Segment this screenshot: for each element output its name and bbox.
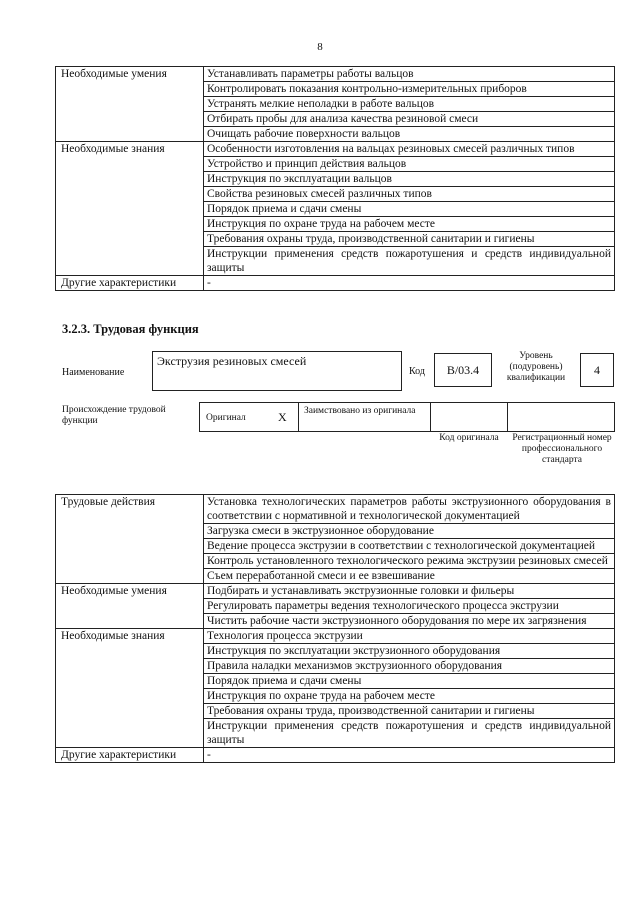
row-group-label: Другие характеристики xyxy=(56,276,204,291)
row-item-text: Порядок приема и сдачи смены xyxy=(204,674,615,689)
code-label: Код xyxy=(409,366,425,377)
row-item-text: Инструкция по эксплуатации вальцов xyxy=(204,172,615,187)
row-item-text: Съем переработанной смеси и ее взвешивание xyxy=(204,569,615,584)
row-group-label: Необходимые знания xyxy=(56,629,204,748)
row-item-text: Порядок приема и сдачи смены xyxy=(204,202,615,217)
row-item-text: Очищать рабочие поверхности вальцов xyxy=(204,127,615,142)
reg-number-box xyxy=(507,402,615,432)
row-item-text: Ведение процесса экструзии в соответствии с технологической документацией xyxy=(204,539,615,554)
row-item-text: - xyxy=(204,748,615,763)
row-item-text: Загрузка смеси в экструзионное оборудование xyxy=(204,524,615,539)
name-box xyxy=(152,351,402,391)
requirements-table-top xyxy=(55,66,615,291)
level-box xyxy=(580,353,614,387)
table-row xyxy=(56,495,615,524)
row-group-label: Необходимые умения xyxy=(56,67,204,142)
row-item-text: Инструкция по охране труда на рабочем месте xyxy=(204,217,615,232)
row-item-text: Инструкция по эксплуатации экструзионного оборудования xyxy=(204,644,615,659)
level-label: Уровень (подуровень) квалификации xyxy=(506,351,566,383)
code-value: B/03.4 xyxy=(446,363,480,377)
borrowed-label: Заимствовано из оригинала xyxy=(304,406,416,416)
row-item-text: - xyxy=(204,276,615,291)
original-label: Оригинал xyxy=(206,413,246,423)
row-item-text: Правила наладки механизмов экструзионного оборудования xyxy=(204,659,615,674)
code-box xyxy=(434,353,492,387)
code-original-box xyxy=(430,402,508,432)
row-item-text: Чистить рабочие части экструзионного оборудования по мере их загрязнения xyxy=(204,614,615,629)
name-label: Наименование xyxy=(62,367,125,378)
origin-label: Происхождение трудовой функции xyxy=(62,405,166,426)
row-item-text: Устранять мелкие неполадки в работе вальцов xyxy=(204,97,615,112)
page-number: 8 xyxy=(317,41,323,53)
row-item-text: Требования охраны труда, производственной санитарии и гигиены xyxy=(204,232,615,247)
table-row xyxy=(56,748,615,763)
table-row xyxy=(56,67,615,82)
row-group-label: Трудовые действия xyxy=(56,495,204,584)
row-group-label: Необходимые умения xyxy=(56,584,204,629)
row-item-text: Требования охраны труда, производственной санитарии и гигиены xyxy=(204,704,615,719)
name-value: Экструзия резиновых смесей xyxy=(157,354,307,368)
table-row xyxy=(56,584,615,599)
row-item-text: Инструкции применения средств пожаротушения и средств индивидуальной защиты xyxy=(204,247,615,276)
row-item-text: Устройство и принцип действия вальцов xyxy=(204,157,615,172)
row-item-text: Контролировать показания контрольно-измерительных приборов xyxy=(204,82,615,97)
section-title: 3.2.3. Трудовая функция xyxy=(62,322,199,336)
row-item-text: Подбирать и устанавливать экструзионные головки и фильеры xyxy=(204,584,615,599)
table-row xyxy=(56,276,615,291)
row-item-text: Инструкции применения средств пожаротушения и средств индивидуальной защиты xyxy=(204,719,615,748)
row-item-text: Отбирать пробы для анализа качества резиновой смеси xyxy=(204,112,615,127)
row-item-text: Устанавливать параметры работы вальцов xyxy=(204,67,615,82)
row-item-text: Инструкция по охране труда на рабочем месте xyxy=(204,689,615,704)
row-item-text: Регулировать параметры ведения технологического процесса экструзии xyxy=(204,599,615,614)
table-row xyxy=(56,629,615,644)
row-item-text: Контроль установленного технологического режима экструзии резиновых смесей xyxy=(204,554,615,569)
row-item-text: Свойства резиновых смесей различных типов xyxy=(204,187,615,202)
row-item-text: Особенности изготовления на вальцах резиновых смесей различных типов xyxy=(204,142,615,157)
original-cell xyxy=(199,402,299,432)
row-item-text: Технология процесса экструзии xyxy=(204,629,615,644)
borrowed-cell xyxy=(298,402,431,432)
original-mark: X xyxy=(278,410,287,424)
code-original-caption: Код оригинала xyxy=(439,433,499,443)
requirements-table-bottom xyxy=(55,494,615,763)
row-group-label: Необходимые знания xyxy=(56,142,204,276)
row-group-label: Другие характеристики xyxy=(56,748,204,763)
level-value: 4 xyxy=(594,363,600,377)
reg-number-caption: Регистрационный номер профессионального стандарта xyxy=(512,433,612,465)
row-item-text: Установка технологических параметров работы экструзионного оборудования в соответствии с нормативной и технологической документацией xyxy=(204,495,615,524)
table-row xyxy=(56,142,615,157)
